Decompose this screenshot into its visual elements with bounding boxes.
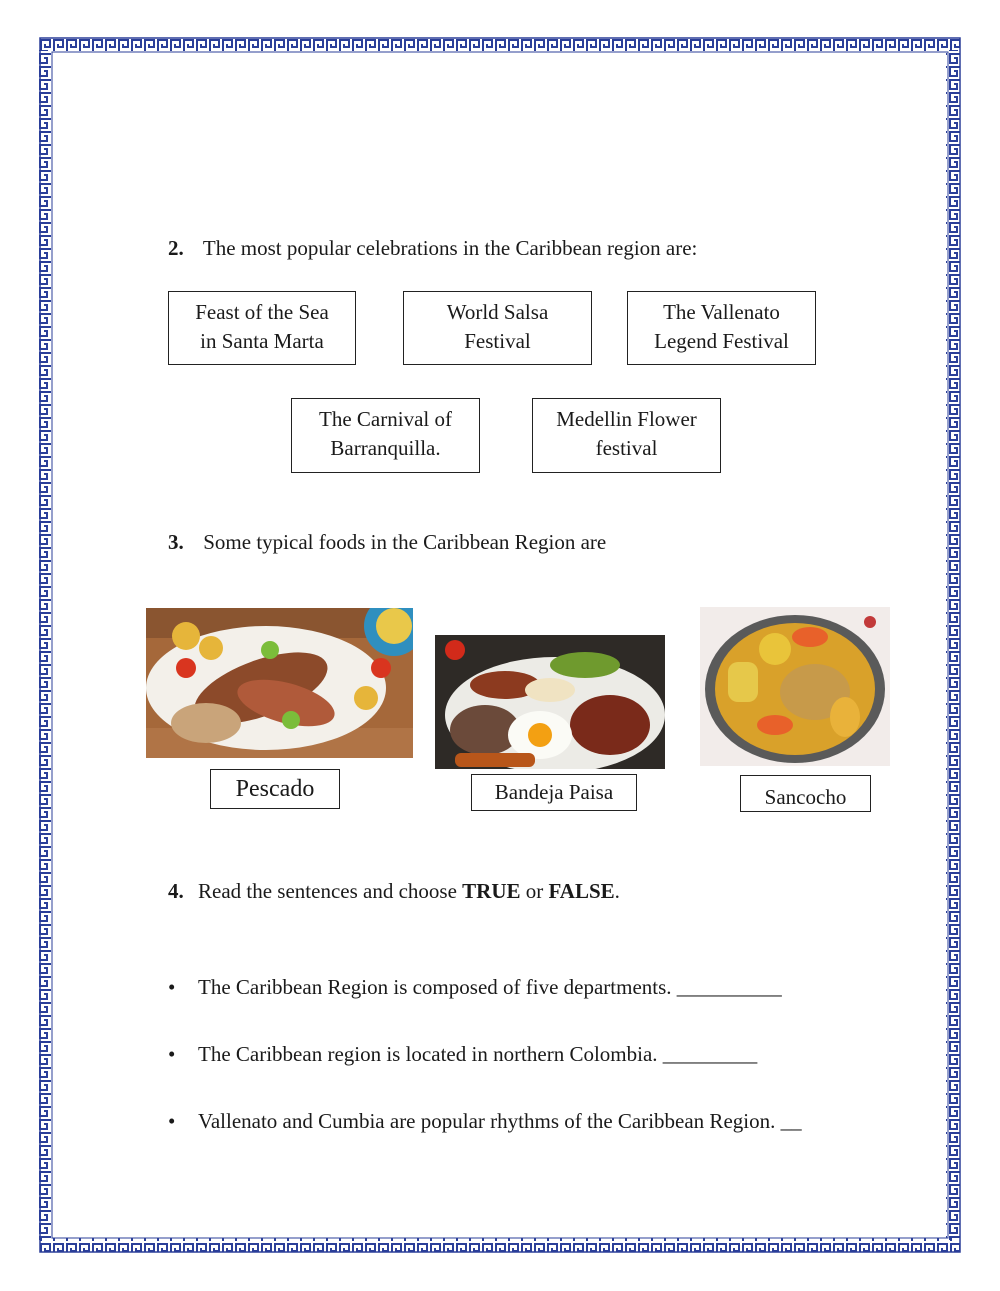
celebration-line: The Vallenato [663, 300, 780, 324]
celebration-line: Legend Festival [654, 329, 789, 353]
question-4-period: . [614, 879, 620, 903]
celebration-line: Feast of the Sea [195, 300, 329, 324]
celebration-box-medellin-flower[interactable] [532, 398, 721, 473]
question-4-text: Read the sentences and choose [198, 879, 463, 903]
food-label-sancocho[interactable]: Sancocho [740, 775, 871, 812]
food-label-bandeja-paisa[interactable]: Bandeja Paisa [471, 774, 637, 811]
celebration-box-carnival-barranquilla[interactable] [291, 398, 480, 473]
bullet-icon: • [168, 1042, 176, 1066]
celebration-line: Medellin Flower [556, 407, 697, 431]
sancocho-soup-photo [700, 607, 890, 766]
celebration-line: in Santa Marta [200, 329, 324, 353]
false-keyword: FALSE [548, 879, 615, 903]
statement-text[interactable]: The Caribbean Region is composed of five departments. __________ [198, 975, 782, 999]
question-3 [168, 530, 606, 555]
bullet-icon: • [168, 1109, 176, 1133]
question-3-number: 3. [168, 530, 184, 554]
statement-text[interactable]: The Caribbean region is located in northern Colombia. _________ [198, 1042, 758, 1066]
celebration-box-feast-of-the-sea[interactable] [168, 291, 356, 365]
celebration-line: Barranquilla. [330, 436, 441, 460]
question-4 [168, 879, 620, 904]
celebration-line: World Salsa [446, 300, 549, 324]
question-2-number: 2. [168, 236, 184, 260]
celebration-line: Festival [464, 329, 531, 353]
or-word: or [520, 879, 549, 903]
question-4-number: 4. [168, 879, 184, 903]
food-label-pescado[interactable]: Pescado [210, 769, 340, 809]
celebration-line: festival [595, 436, 658, 460]
celebration-box-world-salsa[interactable] [403, 291, 592, 365]
fried-fish-plate-photo [146, 608, 413, 758]
question-2 [168, 236, 697, 261]
bullet-icon: • [168, 975, 176, 999]
statement-item [168, 1109, 802, 1134]
statement-item [168, 975, 782, 1000]
true-keyword: TRUE [462, 879, 521, 903]
question-2-text: The most popular celebrations in the Caribbean region are: [202, 236, 698, 260]
statement-text[interactable]: Vallenato and Cumbia are popular rhythms of the Caribbean Region. __ [198, 1109, 802, 1133]
statement-item [168, 1042, 757, 1067]
celebration-line: The Carnival of [319, 407, 452, 431]
celebration-box-vallenato-legend[interactable] [627, 291, 816, 365]
question-3-text: Some typical foods in the Caribbean Region are [203, 530, 607, 554]
bandeja-paisa-plate-photo [435, 635, 665, 769]
